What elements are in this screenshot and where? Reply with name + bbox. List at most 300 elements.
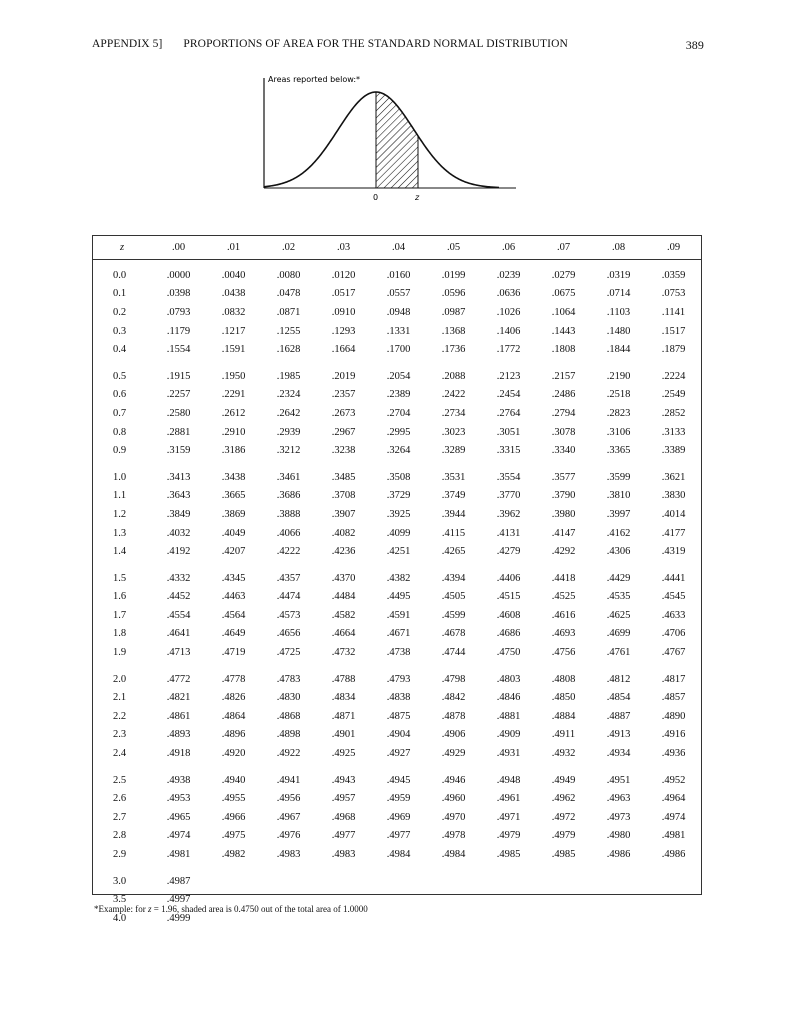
area-cell: .4941 <box>276 774 301 786</box>
area-cell: .1844 <box>606 344 631 356</box>
area-cell: .1736 <box>441 344 466 356</box>
z-value-cell: 1.7 <box>113 609 127 621</box>
area-cell: .2518 <box>606 389 631 401</box>
figure-caption: Areas reported below:* <box>268 75 361 84</box>
area-cell: .4382 <box>386 572 411 584</box>
area-cell <box>206 864 261 891</box>
area-cell: .4812 <box>606 673 631 685</box>
area-cell <box>646 864 701 891</box>
area-cell: .1554 <box>166 344 191 356</box>
area-cell: .4850 <box>551 692 576 704</box>
table-row <box>93 625 701 644</box>
area-cell: .4525 <box>551 591 576 603</box>
table-row <box>93 827 701 846</box>
area-cell: .4977 <box>386 830 411 842</box>
area-cell: .4418 <box>551 572 576 584</box>
column-header: .06 <box>481 236 536 260</box>
area-cell: .4699 <box>606 628 631 640</box>
area-cell: .4934 <box>606 748 631 760</box>
area-cell: .4920 <box>221 748 246 760</box>
area-cell: .0557 <box>386 288 411 300</box>
area-cell: .4982 <box>221 849 246 861</box>
area-cell: .3925 <box>386 508 411 520</box>
area-cell: .3830 <box>661 490 686 502</box>
area-cell: .1368 <box>441 325 466 337</box>
area-cell: .4671 <box>386 628 411 640</box>
area-cell: .4032 <box>166 527 191 539</box>
area-cell: .4608 <box>496 609 521 621</box>
area-cell: .4977 <box>331 830 356 842</box>
appendix-label: APPENDIX 5] <box>92 38 163 50</box>
area-cell: .1141 <box>661 306 686 318</box>
area-cell: .4945 <box>386 774 411 786</box>
z-column-header: z <box>93 236 151 260</box>
z-value-cell: 2.9 <box>113 849 127 861</box>
area-cell: .3888 <box>276 508 301 520</box>
area-cell: .4955 <box>221 793 246 805</box>
area-cell: .4803 <box>496 673 521 685</box>
page-title: PROPORTIONS OF AREA FOR THE STANDARD NORMAL DISTRIBUTION <box>183 38 568 50</box>
area-cell: .4857 <box>661 692 686 704</box>
area-cell: .4633 <box>661 609 686 621</box>
area-cell: .4953 <box>166 793 191 805</box>
z-value-cell: 3.5 <box>113 894 127 906</box>
area-cell: .3770 <box>496 490 521 502</box>
column-header: .05 <box>426 236 481 260</box>
area-cell <box>481 890 536 909</box>
z-value-cell: 0.0 <box>113 269 127 281</box>
area-cell: .4987 <box>166 875 191 887</box>
area-cell: .4956 <box>276 793 301 805</box>
area-cell: .4881 <box>496 710 521 722</box>
area-cell: .1808 <box>551 344 576 356</box>
area-cell: .4864 <box>221 710 246 722</box>
area-cell: .4966 <box>221 811 246 823</box>
table-header-row <box>93 236 701 260</box>
area-cell <box>646 890 701 909</box>
z-value-cell: 2.5 <box>113 774 127 786</box>
area-cell: .0714 <box>606 288 631 300</box>
area-cell: .3577 <box>551 471 576 483</box>
area-cell: .4750 <box>496 647 521 659</box>
z-value-cell: 1.4 <box>113 546 127 558</box>
table-row <box>93 643 701 662</box>
area-cell: .2454 <box>496 389 521 401</box>
area-cell: .1517 <box>661 325 686 337</box>
area-cell: .4973 <box>606 811 631 823</box>
area-cell: .1179 <box>166 325 191 337</box>
area-cell: .4974 <box>661 811 686 823</box>
area-cell: .2764 <box>496 407 521 419</box>
area-cell: .4251 <box>386 546 411 558</box>
area-cell: .3531 <box>441 471 466 483</box>
area-cell: .2324 <box>276 389 301 401</box>
area-cell: .2291 <box>221 389 246 401</box>
area-cell: .0160 <box>386 269 411 281</box>
area-cell: .4896 <box>221 729 246 741</box>
area-cell: .1331 <box>386 325 411 337</box>
area-cell: .4591 <box>386 609 411 621</box>
area-cell: .4842 <box>441 692 466 704</box>
area-cell: .3508 <box>386 471 411 483</box>
area-cell: .0793 <box>166 306 191 318</box>
area-cell <box>426 890 481 909</box>
area-cell: .0040 <box>221 269 246 281</box>
area-cell: .2157 <box>551 370 576 382</box>
table-row <box>93 303 701 322</box>
area-cell: .2422 <box>441 389 466 401</box>
z-value-cell: 0.6 <box>113 389 127 401</box>
area-cell: .1950 <box>221 370 246 382</box>
area-cell: .4495 <box>386 591 411 603</box>
z-value-cell: 2.0 <box>113 673 127 685</box>
area-cell: .1217 <box>221 325 246 337</box>
area-cell: .4893 <box>166 729 191 741</box>
area-cell: .4535 <box>606 591 631 603</box>
area-cell: .2389 <box>386 389 411 401</box>
area-cell: .2612 <box>221 407 246 419</box>
area-cell: .2704 <box>386 407 411 419</box>
area-cell: .3749 <box>441 490 466 502</box>
area-cell: .4980 <box>606 830 631 842</box>
area-cell: .4952 <box>661 774 686 786</box>
area-cell: .4808 <box>551 673 576 685</box>
area-cell: .3023 <box>441 426 466 438</box>
area-cell: .4573 <box>276 609 301 621</box>
table-row <box>93 505 701 524</box>
table-row <box>93 340 701 359</box>
area-cell: .1064 <box>551 306 576 318</box>
area-cell: .4979 <box>551 830 576 842</box>
area-cell: .3264 <box>386 445 411 457</box>
table-row <box>93 845 701 864</box>
area-cell: .4599 <box>441 609 466 621</box>
area-cell: .3643 <box>166 490 191 502</box>
area-cell: .3729 <box>386 490 411 502</box>
area-cell: .3554 <box>496 471 521 483</box>
area-cell: .4911 <box>551 729 576 741</box>
area-cell: .3238 <box>331 445 356 457</box>
area-cell: .4798 <box>441 673 466 685</box>
area-cell: .4788 <box>331 673 356 685</box>
area-cell: .4961 <box>496 793 521 805</box>
area-cell: .4394 <box>441 572 466 584</box>
area-cell: .2549 <box>661 389 686 401</box>
table-row <box>93 260 701 285</box>
area-cell: .4817 <box>661 673 686 685</box>
area-cell: .1915 <box>166 370 191 382</box>
area-cell: .0675 <box>551 288 576 300</box>
table-row <box>93 726 701 745</box>
area-cell: .4967 <box>276 811 301 823</box>
area-cell: .0080 <box>276 269 301 281</box>
area-cell: .4265 <box>441 546 466 558</box>
shaded-area <box>376 70 418 188</box>
table-row <box>93 423 701 442</box>
area-cell: .4192 <box>166 546 191 558</box>
area-cell <box>316 864 371 891</box>
z-value-cell: 4.0 <box>113 912 127 924</box>
area-cell: .0987 <box>441 306 466 318</box>
area-cell <box>261 864 316 891</box>
area-cell: .3907 <box>331 508 356 520</box>
area-cell: .2019 <box>331 370 356 382</box>
header-left <box>92 38 568 50</box>
area-cell: .0832 <box>221 306 246 318</box>
table-row <box>93 744 701 763</box>
zero-label: 0 <box>373 193 379 202</box>
table-row <box>93 386 701 405</box>
area-cell: .4986 <box>661 849 686 861</box>
area-cell <box>646 909 701 928</box>
area-cell: .2823 <box>606 407 631 419</box>
area-cell: .2967 <box>331 426 356 438</box>
area-cell: .4890 <box>661 710 686 722</box>
area-cell <box>536 864 591 891</box>
area-cell: .0000 <box>166 269 191 281</box>
z-value-cell: 1.1 <box>113 490 127 502</box>
area-cell: .3997 <box>606 508 631 520</box>
area-cell: .1293 <box>331 325 356 337</box>
footnote-rest: = 1.96, shaded area is 0.4750 out of the total area of 1.0000 <box>153 904 368 914</box>
z-value-cell: 2.3 <box>113 729 127 741</box>
area-cell: .4983 <box>331 849 356 861</box>
area-cell: .4357 <box>276 572 301 584</box>
area-cell: .3962 <box>496 508 521 520</box>
area-cell: .4441 <box>661 572 686 584</box>
area-cell: .4545 <box>661 591 686 603</box>
area-cell: .0871 <box>276 306 301 318</box>
area-cell: .3790 <box>551 490 576 502</box>
area-cell: .2054 <box>386 370 411 382</box>
z-value-cell: 0.1 <box>113 288 127 300</box>
area-cell: .4918 <box>166 748 191 760</box>
area-cell: .4014 <box>661 508 686 520</box>
z-value-cell: 2.6 <box>113 793 127 805</box>
area-cell: .4951 <box>606 774 631 786</box>
area-cell: .4778 <box>221 673 246 685</box>
area-cell: .4959 <box>386 793 411 805</box>
area-cell: .4649 <box>221 628 246 640</box>
footnote-z: z <box>147 904 152 914</box>
area-cell: .3980 <box>551 508 576 520</box>
table-row <box>93 285 701 304</box>
area-cell: .3944 <box>441 508 466 520</box>
z-value-cell: 0.8 <box>113 426 127 438</box>
area-cell: .4976 <box>276 830 301 842</box>
table-row <box>93 487 701 506</box>
area-cell: .2486 <box>551 389 576 401</box>
area-cell: .4564 <box>221 609 246 621</box>
area-cell: .4936 <box>661 748 686 760</box>
area-cell: .1772 <box>496 344 521 356</box>
area-cell: .2642 <box>276 407 301 419</box>
area-cell: .4901 <box>331 729 356 741</box>
area-cell: .4965 <box>166 811 191 823</box>
z-value-cell: 0.9 <box>113 445 127 457</box>
area-cell: .4985 <box>551 849 576 861</box>
area-cell: .4162 <box>606 527 631 539</box>
area-cell: .4207 <box>221 546 246 558</box>
table-body <box>93 260 701 928</box>
table-row <box>93 524 701 543</box>
area-cell <box>481 864 536 891</box>
area-cell <box>426 909 481 928</box>
area-cell: .4236 <box>331 546 356 558</box>
area-cell: .3599 <box>606 471 631 483</box>
z-label: z <box>415 193 420 202</box>
area-cell: .4929 <box>441 748 466 760</box>
area-cell: .3686 <box>276 490 301 502</box>
area-cell: .3315 <box>496 445 521 457</box>
column-header: .07 <box>536 236 591 260</box>
z-value-cell: 1.3 <box>113 527 127 539</box>
area-cell: .1443 <box>551 325 576 337</box>
area-cell: .1700 <box>386 344 411 356</box>
area-cell: .4971 <box>496 811 521 823</box>
area-cell: .4821 <box>166 692 191 704</box>
area-cell: .3461 <box>276 471 301 483</box>
area-cell: .3665 <box>221 490 246 502</box>
area-cell: .3365 <box>606 445 631 457</box>
area-cell: .4981 <box>661 830 686 842</box>
area-cell: .4979 <box>496 830 521 842</box>
area-cell: .4772 <box>166 673 191 685</box>
area-cell: .2995 <box>386 426 411 438</box>
z-value-cell: 1.8 <box>113 628 127 640</box>
area-cell: .4719 <box>221 647 246 659</box>
area-cell: .4279 <box>496 546 521 558</box>
area-cell: .4830 <box>276 692 301 704</box>
area-cell: .4861 <box>166 710 191 722</box>
area-cell: .1480 <box>606 325 631 337</box>
area-cell: .4131 <box>496 527 521 539</box>
area-cell: .2224 <box>661 370 686 382</box>
z-value-cell: 1.9 <box>113 647 127 659</box>
area-cell: .4706 <box>661 628 686 640</box>
area-cell: .4997 <box>166 894 191 906</box>
area-cell: .4962 <box>551 793 576 805</box>
area-cell: .2357 <box>331 389 356 401</box>
area-cell: .4984 <box>441 849 466 861</box>
area-cell <box>371 909 426 928</box>
area-cell: .4554 <box>166 609 191 621</box>
z-value-cell: 1.6 <box>113 591 127 603</box>
table-row <box>93 606 701 625</box>
area-cell: .4906 <box>441 729 466 741</box>
area-cell: .4999 <box>166 912 191 924</box>
area-cell: .3078 <box>551 426 576 438</box>
area-cell: .4871 <box>331 710 356 722</box>
area-cell: .0478 <box>276 288 301 300</box>
column-header: .03 <box>316 236 371 260</box>
area-cell: .4938 <box>166 774 191 786</box>
area-cell: .4306 <box>606 546 631 558</box>
area-cell: .0948 <box>386 306 411 318</box>
area-cell: .4147 <box>551 527 576 539</box>
z-value-cell: 1.5 <box>113 572 127 584</box>
area-cell: .4515 <box>496 591 521 603</box>
area-cell: .4972 <box>551 811 576 823</box>
area-cell: .4960 <box>441 793 466 805</box>
area-cell: .2910 <box>221 426 246 438</box>
area-cell: .4826 <box>221 692 246 704</box>
area-cell: .4834 <box>331 692 356 704</box>
z-value-cell: 1.2 <box>113 508 127 520</box>
area-cell: .0319 <box>606 269 631 281</box>
area-cell: .4909 <box>496 729 521 741</box>
area-cell: .4985 <box>496 849 521 861</box>
area-cell: .3051 <box>496 426 521 438</box>
area-cell <box>591 890 646 909</box>
area-cell: .4868 <box>276 710 301 722</box>
area-cell: .4332 <box>166 572 191 584</box>
area-cell: .4678 <box>441 628 466 640</box>
area-cell: .2734 <box>441 407 466 419</box>
area-cell: .4854 <box>606 692 631 704</box>
column-header: .08 <box>591 236 646 260</box>
area-cell: .4693 <box>551 628 576 640</box>
area-cell: .3413 <box>166 471 191 483</box>
area-cell: .2881 <box>166 426 191 438</box>
area-cell: .4732 <box>331 647 356 659</box>
area-cell: .4049 <box>221 527 246 539</box>
area-cell: .2794 <box>551 407 576 419</box>
table-row <box>93 789 701 808</box>
area-cell: .4756 <box>551 647 576 659</box>
area-cell: .4968 <box>331 811 356 823</box>
area-cell: .4115 <box>441 527 466 539</box>
area-cell: .4664 <box>331 628 356 640</box>
area-cell: .4406 <box>496 572 521 584</box>
area-cell: .4925 <box>331 748 356 760</box>
area-cell: .4983 <box>276 849 301 861</box>
area-cell: .4963 <box>606 793 631 805</box>
area-cell <box>536 890 591 909</box>
z-value-cell: 0.7 <box>113 407 127 419</box>
area-cell: .0438 <box>221 288 246 300</box>
area-cell: .3289 <box>441 445 466 457</box>
area-cell: .2939 <box>276 426 301 438</box>
z-value-cell: 2.2 <box>113 710 127 722</box>
area-cell: .3133 <box>661 426 686 438</box>
footnote <box>94 904 368 914</box>
table-row <box>93 460 701 487</box>
area-cell: .4319 <box>661 546 686 558</box>
area-cell: .4767 <box>661 647 686 659</box>
area-cell: .4884 <box>551 710 576 722</box>
table-row <box>93 588 701 607</box>
area-cell: .4927 <box>386 748 411 760</box>
area-cell: .4981 <box>166 849 191 861</box>
area-cell: .3810 <box>606 490 631 502</box>
area-cell: .4505 <box>441 591 466 603</box>
area-cell: .4948 <box>496 774 521 786</box>
area-cell: .4429 <box>606 572 631 584</box>
area-cell: .1591 <box>221 344 246 356</box>
area-cell: .4978 <box>441 830 466 842</box>
table-row <box>93 662 701 689</box>
area-cell: .4969 <box>386 811 411 823</box>
z-value-cell: 0.2 <box>113 306 127 318</box>
table-row <box>93 864 701 891</box>
table-row <box>93 688 701 707</box>
area-cell <box>481 909 536 928</box>
area-cell: .2123 <box>496 370 521 382</box>
page-number: 389 <box>685 38 704 52</box>
table-row <box>93 808 701 827</box>
area-cell: .4616 <box>551 609 576 621</box>
